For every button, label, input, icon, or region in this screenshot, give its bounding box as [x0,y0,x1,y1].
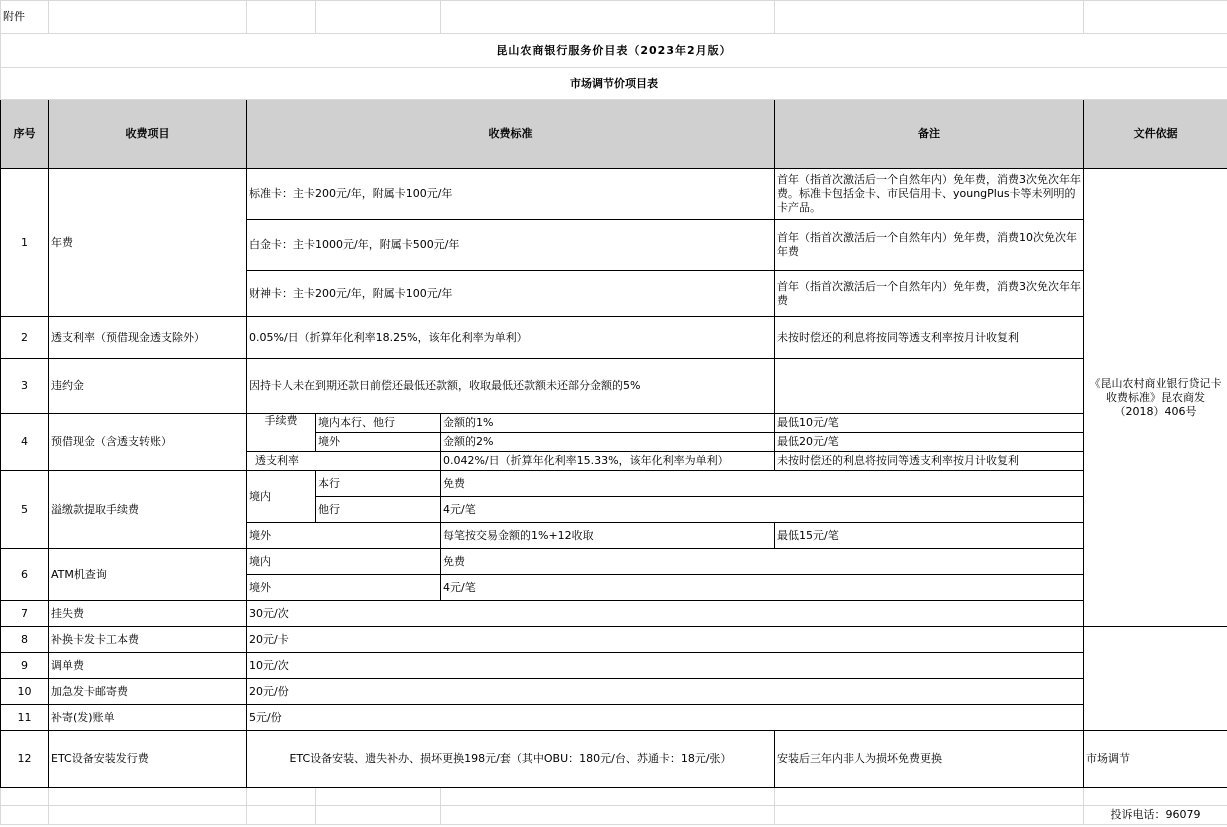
row-4-item: 预借现金（含透支转账） [49,414,247,471]
row-5-abroad-std: 每笔按交易金额的1%+12收取 [441,523,775,549]
row-1-rem-standard-card: 首年（指首次激活后一个自然年内）免年费，消费3次免次年年费。标准卡包括金卡、市民信用卡、youngPlus卡等未列明的卡产品。 [775,169,1084,220]
row-4-abroad-label: 境外 [316,433,441,452]
row-8-item: 补换卡发卡工本费 [49,627,247,653]
attachment-label: 附件 [1,1,49,34]
row-6-domestic-label: 境内 [247,549,441,575]
complaint-phone: 投诉电话：96079 [1084,806,1227,825]
basis-document: 《昆山农村商业银行贷记卡收费标准》昆农商发（2018）406号 [1084,169,1227,627]
row-5-other-bank-label: 他行 [316,497,441,523]
header-standard: 收费标准 [247,100,775,169]
row-1-std-platinum-card: 白金卡：主卡1000元/年，附属卡500元/年 [247,220,775,271]
row-5-domestic-label: 境内 [247,471,316,523]
row-10-item: 加急发卡邮寄费 [49,679,247,705]
row-2-std: 0.05%/日（折算年化利率18.25%，该年化利率为单利） [247,317,775,359]
row-3-std: 因持卡人未在到期还款日前偿还最低还款额，收取最低还款额未还部分金额的5% [247,359,775,414]
row-9-std: 10元/次 [247,653,1084,679]
row-4-rate-label: 透支利率 [247,452,441,471]
row-1-seq: 1 [1,169,49,317]
row-12-basis: 市场调节 [1084,731,1227,788]
row-2-seq: 2 [1,317,49,359]
header-seq: 序号 [1,100,49,169]
row-4-domestic-std: 金额的1% [441,414,775,433]
row-8-seq: 8 [1,627,49,653]
row-4-domestic-rem: 最低10元/笔 [775,414,1084,433]
row-5-other-bank-std: 4元/笔 [441,497,1084,523]
row-1-std-standard-card: 标准卡：主卡200元/年，附属卡100元/年 [247,169,775,220]
row-1-std-caishen-card: 财神卡：主卡200元/年，附属卡100元/年 [247,271,775,317]
row-12-item: ETC设备安装发行费 [49,731,247,788]
row-1-rem-platinum-card: 首年（指首次激活后一个自然年内）免年费，消费10次免次年年费 [775,220,1084,271]
row-12-seq: 12 [1,731,49,788]
row-5-own-bank-std: 免费 [441,471,1084,497]
row-5-item: 溢缴款提取手续费 [49,471,247,549]
row-7-std: 30元/次 [247,601,1084,627]
header-basis: 文件依据 [1084,100,1227,169]
row-2-item: 透支利率（预借现金透支除外） [49,317,247,359]
row-5-abroad-label: 境外 [247,523,441,549]
row-4-abroad-rem: 最低20元/笔 [775,433,1084,452]
row-6-item: ATM机查询 [49,549,247,601]
row-12-rem: 安装后三年内非人为损坏免费更换 [775,731,1084,788]
row-6-domestic-std: 免费 [441,549,1084,575]
row-3-item: 违约金 [49,359,247,414]
row-6-abroad-label: 境外 [247,575,441,601]
row-2-rem: 未按时偿还的利息将按同等透支利率按月计收复利 [775,317,1084,359]
row-5-abroad-rem: 最低15元/笔 [775,523,1084,549]
row-10-seq: 10 [1,679,49,705]
row-4-seq: 4 [1,414,49,471]
row-6-seq: 6 [1,549,49,601]
row-7-seq: 7 [1,601,49,627]
row-4-domestic-label: 境内本行、他行 [316,414,441,433]
row-3-rem [775,359,1084,414]
row-5-seq: 5 [1,471,49,549]
page-subtitle: 市场调节价项目表 [1,68,1227,100]
row-12-std: ETC设备安装、遗失补办、损坏更换198元/套（其中OBU：180元/台、苏通卡：18元/张） [247,731,775,788]
row-4-rate-rem: 未按时偿还的利息将按同等透支利率按月计收复利 [775,452,1084,471]
header-remark: 备注 [775,100,1084,169]
row-1-item: 年费 [49,169,247,317]
row-11-seq: 11 [1,705,49,731]
row-4-rate-std: 0.042%/日（折算年化利率15.33%，该年化利率为单利） [441,452,775,471]
row-1-rem-caishen-card: 首年（指首次激活后一个自然年内）免年费，消费3次免次年年费 [775,271,1084,317]
row-5-own-bank-label: 本行 [316,471,441,497]
row-7-item: 挂失费 [49,601,247,627]
row-4-abroad-std: 金额的2% [441,433,775,452]
row-3-seq: 3 [1,359,49,414]
row-6-abroad-std: 4元/笔 [441,575,1084,601]
row-10-std: 20元/份 [247,679,1084,705]
row-11-item: 补寄(发)账单 [49,705,247,731]
header-item: 收费项目 [49,100,247,169]
row-9-item: 调单费 [49,653,247,679]
row-8-std: 20元/卡 [247,627,1084,653]
page-title: 昆山农商银行服务价目表（2023年2月版） [1,34,1227,68]
row-11-std: 5元/份 [247,705,1084,731]
row-9-seq: 9 [1,653,49,679]
row-4-fee-label: 手续费 [247,414,316,452]
